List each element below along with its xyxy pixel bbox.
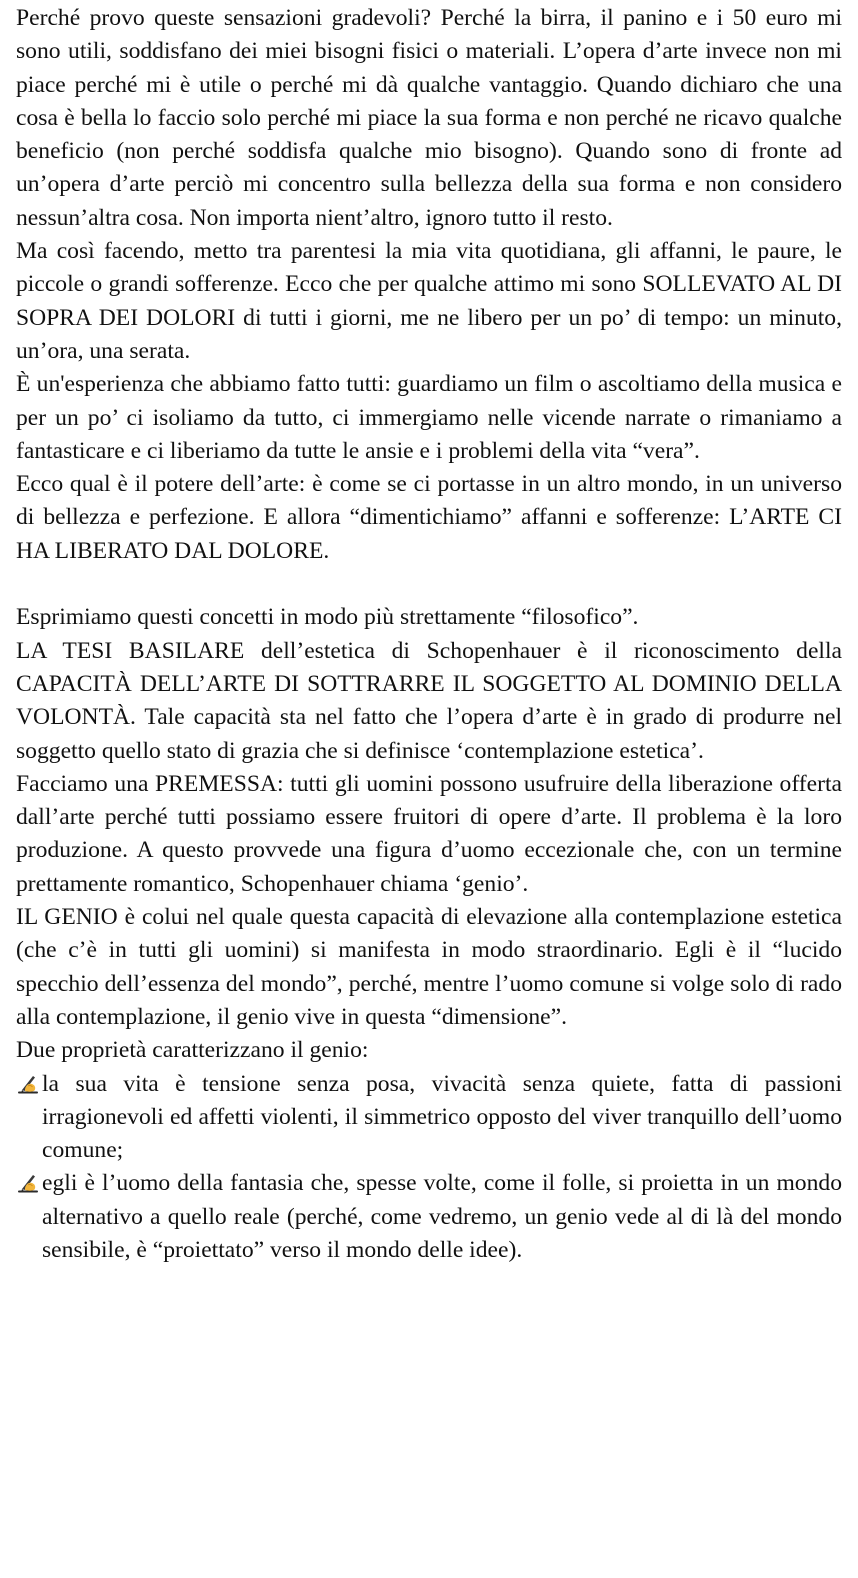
paragraph-due-proprieta: Due proprietà caratterizzano il genio: [16,1037,369,1064]
writing-hand-icon [16,1170,40,1194]
paragraph-premessa: Facciamo una PREMESSA: tutti gli uomini possono usufruire della liberazione offerta dall’arte perché tutti possiamo essere fruitori di opere d’arte. Il problema è la loro produzione. A questo provvede una figura d’uomo eccezionale che, con un termine prettamente romantico, Schopenhauer chiama ‘genio’. [16,770,842,897]
list-item [16,1167,842,1267]
paragraph-esperienza: È un'esperienza che abbiamo fatto tutti: guardiamo un film o ascoltiamo della musica e per un po’ ci isoliamo da tutto, ci immergiamo nelle vicende narrate o rimaniamo a fantasticare e ci liberiamo da tutte le ansie e i problemi della vita “vera”. [16,371,842,464]
paragraph-birra-panino: Perché provo queste sensazioni gradevoli? Perché la birra, il panino e i 50 euro mi sono utili, soddisfano dei miei bisogni fisici o materiali. L’opera d’arte invece non mi piace perché mi è utile o perché mi dà qualche vantaggio. Quando dichiaro che una cosa è bella lo faccio solo perché mi piace la sua forma e non perché ne ricavo qualche beneficio (non perché soddisfa qualche mio bisogno). Quando sono di fronte ad un’opera d’arte perciò mi concentro sulla bellezza della sua forma e non considero nessun’altra cosa. Non importa nient’altro, ignoro tutto il resto. [16,5,842,231]
bullet-text: la sua vita è tensione senza posa, vivacità senza quiete, fatta di passioni irragionevoli ed affetti violenti, il simmetrico opposto del viver tranquillo dell’uomo comune; [42,1070,842,1164]
paragraph-spacer [16,568,842,601]
paragraph-sollevato: Ma così facendo, metto tra parentesi la mia vita quotidiana, gli affanni, le paure, le piccole o grandi sofferenze. Ecco che per qualche attimo mi sono SOLLEVATO AL DI SOPRA DEI DOLORI di tutti i giorni, me ne libero per un po’ di tempo: un minuto, un’ora, una serata. [16,238,842,364]
writing-hand-icon [16,1071,40,1095]
list-item [16,1068,842,1168]
paragraph-genio: IL GENIO è colui nel quale questa capacità di elevazione alla contemplazione estetica (che c’è in tutti gli uomini) si manifesta in modo straordinario. Egli è il “lucido specchio dell’essenza del mondo”, perché, mentre l’uomo comune si volge solo di rado alla contemplazione, il genio vive in questa “dimensione”. [16,904,842,1030]
paragraph-filosofico: Esprimiamo questi concetti in modo più strettamente “filosofico”. [16,604,639,631]
bullet-text: egli è l’uomo della fantasia che, spesse volte, come il folle, si proietta in un mondo alternativo a quello reale (perché, come vedremo, un genio vede al di là del mondo sensibile, è “proiettato” verso il mondo delle idee). [42,1170,842,1263]
bullet-list [16,1068,842,1268]
paragraph-tesi-basilare: LA TESI BASILARE dell’estetica di Schopenhauer è il riconoscimento della CAPACITÀ DELL’ARTE DI SOTTRARRE IL SOGGETTO AL DOMINIO DELLA VOLONTÀ. Tale capacità sta nel fatto che l’opera d’arte è in grado di produrre nel soggetto quello stato di grazia che si definisce ‘contemplazione estetica’. [16,637,842,764]
paragraph-potere-arte: Ecco qual è il potere dell’arte: è come se ci portasse in un altro mondo, in un universo di bellezza e perfezione. E allora “dimentichiamo” affanni e sofferenze: L’ARTE CI HA LIBERATO DAL DOLORE. [16,471,842,564]
